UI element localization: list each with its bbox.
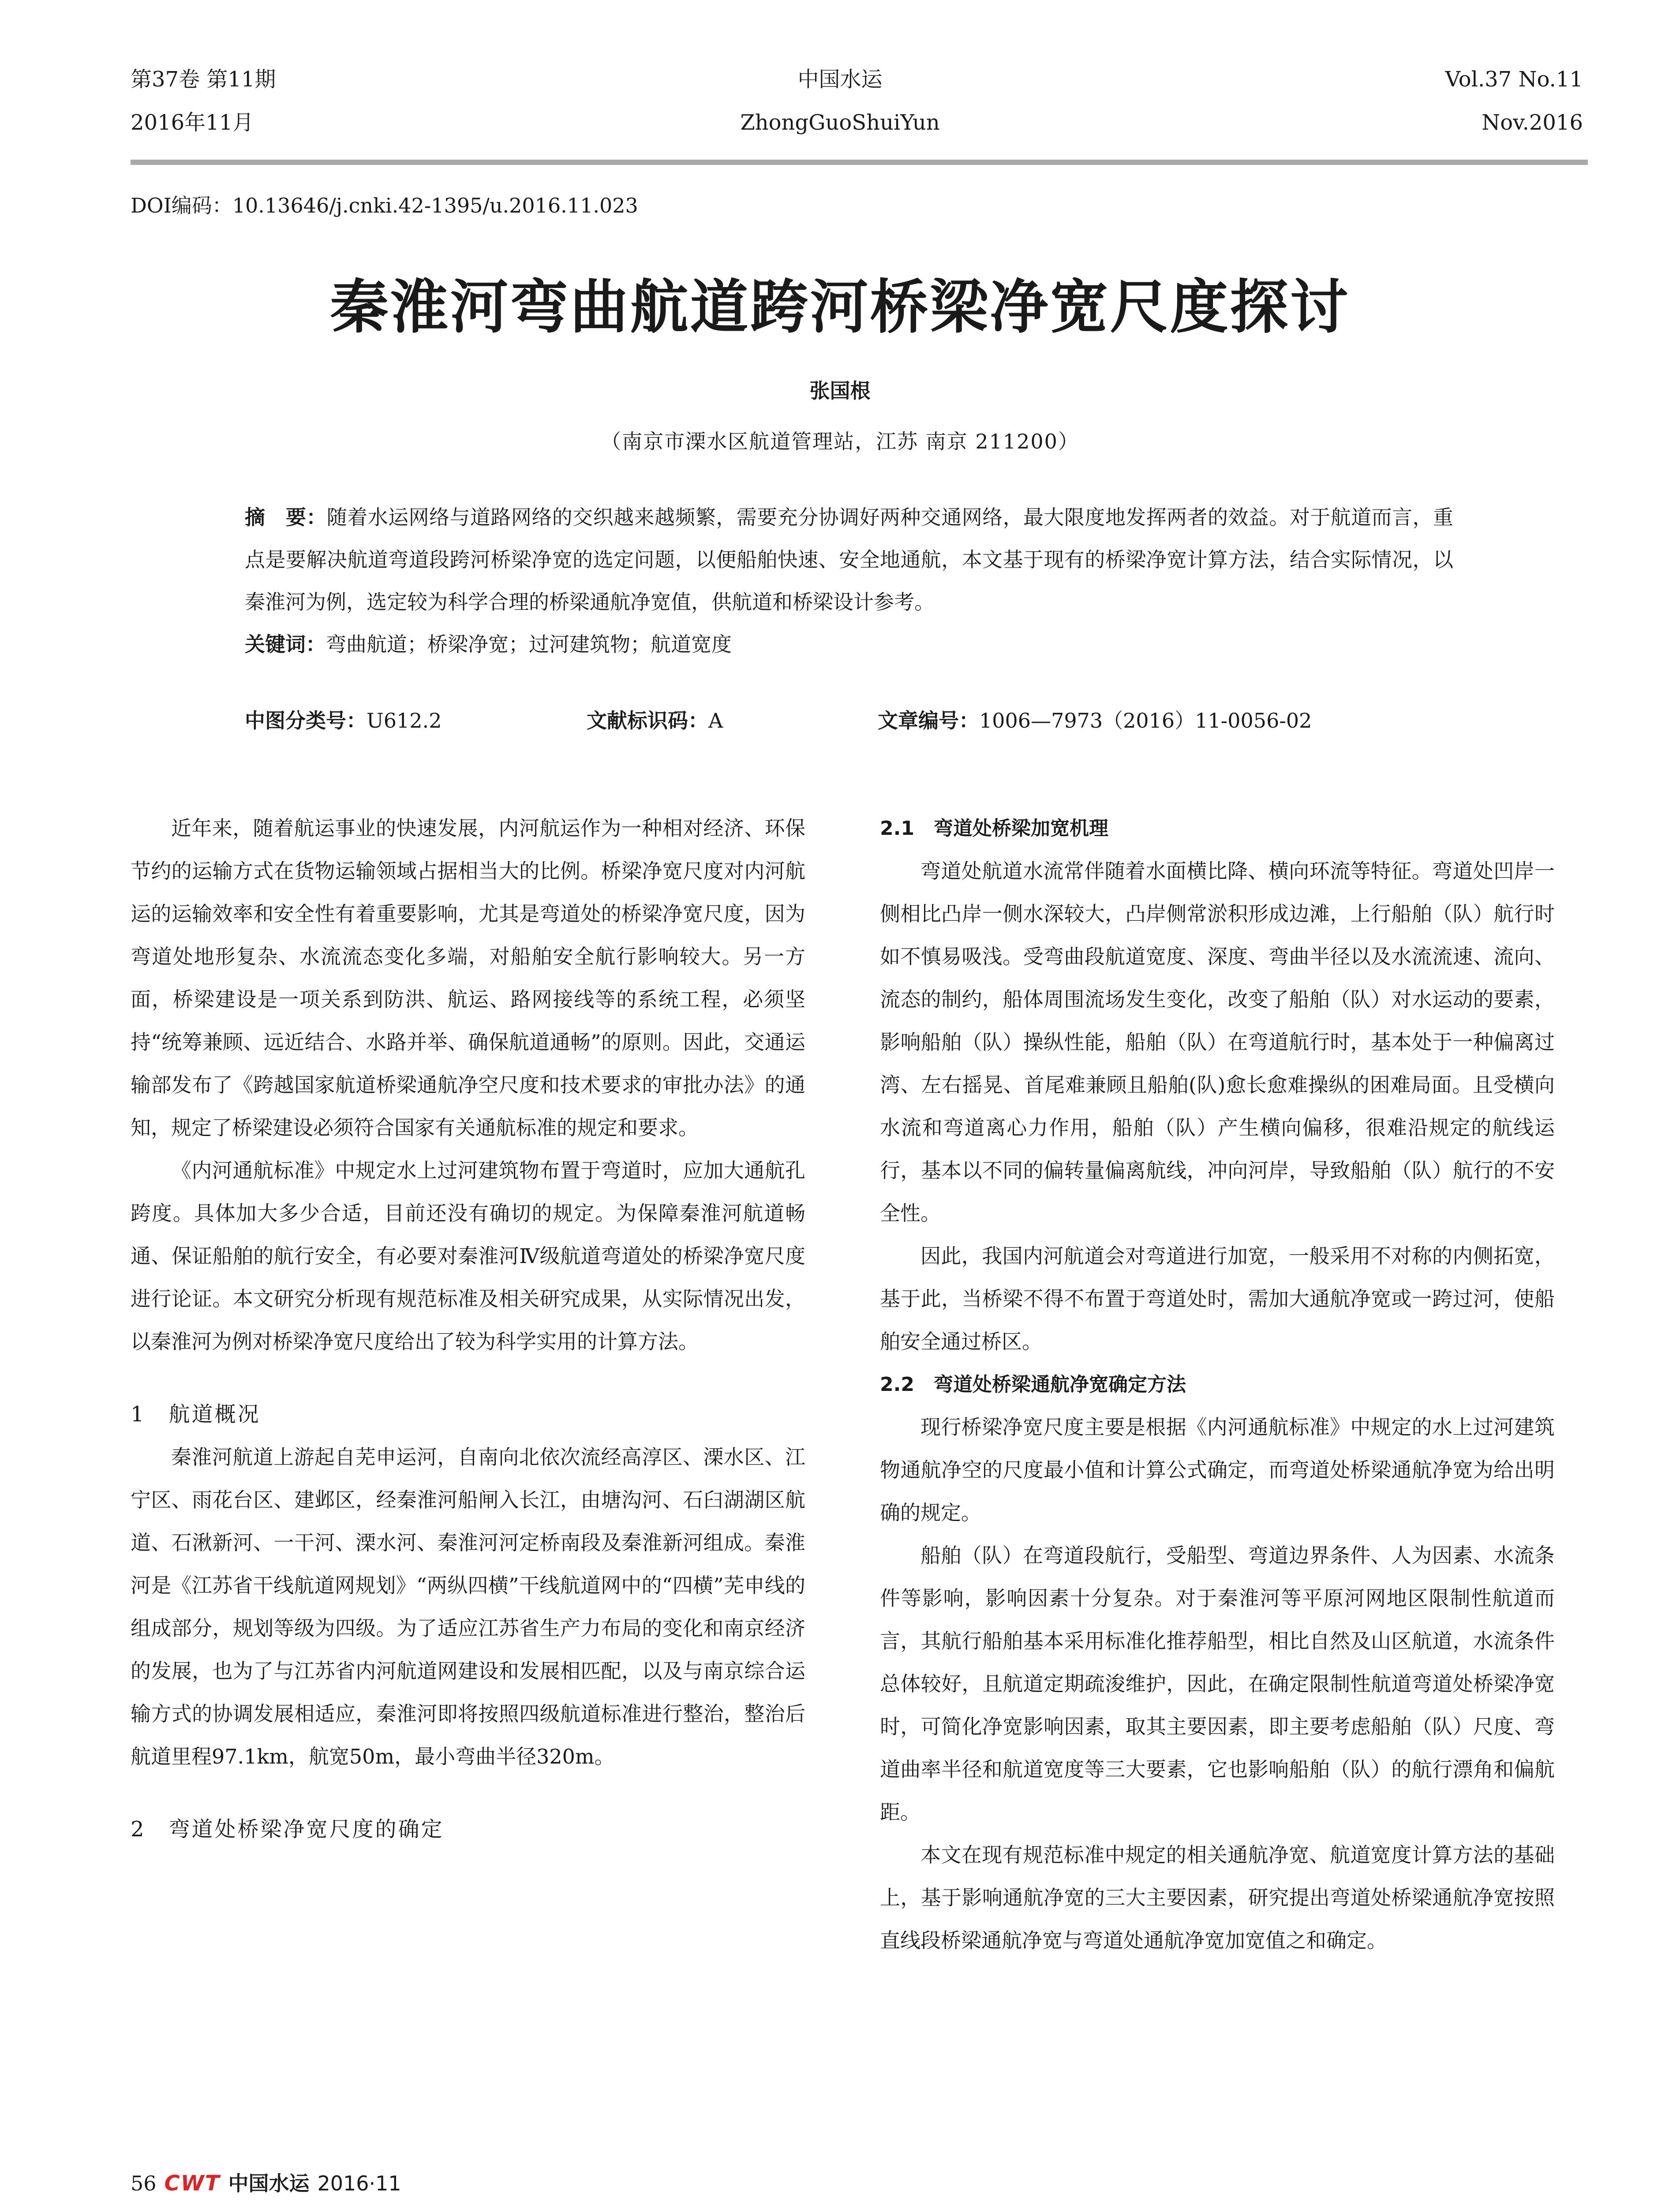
header-volume-issue: 第37卷 第11期 [131,67,276,92]
section-2-1-paragraph-2: 因此，我国内河航道会对弯道进行加宽，一般采用不对称的内侧拓宽，基于此，当桥梁不得不布置于弯道处时，需加大通航净宽或一跨过河，使船舶安全通过桥区。 [880,1244,1555,1353]
article-number [878,705,1312,734]
intro-paragraph-2: 《内河通航标准》中规定水上过河建筑物布置于弯道时，应加大通航孔跨度。具体加大多少合适，目前还没有确切的规定。为保障秦淮河航道畅通、保证船舶的航行安全，有必要对秦淮河Ⅳ级航道弯道处的桥梁净宽尺度进行论证。本文研究分析现有规范标准及相关研究成果，从实际情况出发，以秦淮河为例对桥梁净宽尺度给出了较为科学实用的计算方法。 [131,1159,805,1353]
footer-issue: 2016·11 [317,2171,401,2195]
abstract-label: 摘 要： [245,505,327,529]
abstract-block [245,496,1453,665]
left-column [131,807,805,1851]
header-date-en: Nov.2016 [1482,110,1583,135]
abstract-text: 随着水运网络与道路网络的交织越来越频繁，需要充分协调好两种交通网络，最大限度地发挥两者的效益。对于航道而言，重点是要解决航道弯道段跨河桥梁净宽的选定问题，以便船舶快速、安全地通航，本文基于现有的桥梁净宽计算方法，结合实际情况，以秦淮河为例，选定较为科学合理的桥梁通航净宽值，供航道和桥梁设计参考。 [245,505,1454,614]
keywords-text: 弯曲航道；桥梁净宽；过河建筑物；航道宽度 [326,632,732,656]
section-1-heading: 1 航道概况 [131,1402,261,1427]
page-number: 56 [131,2171,157,2195]
abstract [245,496,1453,623]
clc-value: U612.2 [367,709,442,733]
section-2-1-paragraph-1: 弯道处航道水流常伴随着水面横比降、横向环流等特征。弯道处凹岸一侧相比凸岸一侧水深较大，凸岸侧常淤积形成边滩，上行船舶（队）航行时如不慎易吸浅。受弯曲段航道宽度、深度、弯曲半径以及水流流速、流向、流态的制约，船体周围流场发生变化，改变了船舶（队）对水运动的要素，影响船舶（队）操纵性能，船舶（队）在弯道航行时，基本处于一种偏离过湾、左右摇晃、首尾难兼顾且船舶(队)愈长愈难操纵的困难局面。且受横向水流和弯道离心力作用，船舶（队）产生横向偏移，很难沿规定的航线运行，基本以不同的偏转量偏离航线，冲向河岸，导致船舶（队）航行的不安全性。 [880,859,1555,1225]
intro-paragraph-1: 近年来，随着航运事业的快速发展，内河航运作为一种相对经济、环保节约的运输方式在货物运输领域占据相当大的比例。桥梁净宽尺度对内河航运的运输效率和安全性有着重要影响，尤其是弯道处的桥梁净宽尺度，因为弯道处地形复杂、水流流态变化多端，对船舶安全航行影响较大。另一方面，桥梁建设是一项关系到防洪、航运、路网接线等的系统工程，必须坚持“统筹兼顾、远近结合、水路并举、确保航道通畅”的原则。因此，交通运输部发布了《跨越国家航道桥梁通航净空尺度和技术要求的审批办法》的通知，规定了桥梁建设必须符合国家有关通航标准的规定和要求。 [131,816,805,1140]
doc-value: A [708,709,723,733]
keywords [245,623,1453,665]
doi: DOI编码：10.13646/j.cnki.42-1395/u.2016.11.023 [131,194,638,217]
journal-logo: CWT [164,2171,221,2196]
section-2-2-paragraph-3: 本文在现有规范标准中规定的相关通航净宽、航道宽度计算方法的基础上，基于影响通航净宽的三大主要因素，研究提出弯道处桥梁通航净宽按照直线段桥梁通航净宽与弯道处通航净宽加宽值之和确定。 [880,1843,1555,1952]
footer-journal-name: 中国水运 [228,2171,310,2195]
article-title: 秦淮河弯曲航道跨河桥梁净宽尺度探讨 [330,273,1350,341]
header-journal-name: 中国水运 [797,67,883,92]
section-2-1-heading: 2.1 弯道处桥梁加宽机理 [880,817,1108,840]
affiliation: （南京市溧水区航道管理站，江苏 南京 211200） [601,430,1079,453]
clc-number [245,705,442,734]
header-journal-pinyin: ZhongGuoShuiYun [740,110,940,135]
article-label: 文章编号： [878,709,979,733]
clc-label: 中图分类号： [245,709,367,733]
doc-label: 文献标识码： [587,709,708,733]
right-column [880,807,1555,1962]
article-value: 1006—7973（2016）11-0056-02 [979,709,1312,733]
section-2-2-paragraph-2: 船舶（队）在弯道段航行，受船型、弯道边界条件、人为因素、水流条件等影响，影响因素十分复杂。对于秦淮河等平原河网地区限制性航道而言，其航行船舶基本采用标准化推荐船型，相比自然及山区航道，水流条件总体较好，且航道定期疏浚维护，因此，在确定限制性航道弯道处桥梁净宽时，可简化净宽影响因素，取其主要因素，即主要考虑船舶（队）尺度、弯道曲率半径和航道宽度等三大要素，它也影响船舶（队）的航行漂角和偏航距。 [880,1544,1555,1824]
section-2-heading: 2 弯道处桥梁净宽尺度的确定 [131,1817,444,1842]
keywords-label: 关键词： [245,632,326,656]
section-2-2-heading: 2.2 弯道处桥梁通航净宽确定方法 [880,1373,1186,1396]
page-footer [131,2168,401,2197]
author: 张国根 [809,379,871,403]
header-rule [131,160,1588,165]
document-code [587,705,723,734]
header-date: 2016年11月 [131,110,254,135]
section-2-2-paragraph-1: 现行桥梁净宽尺度主要是根据《内河通航标准》中规定的水上过河建筑物通航净空的尺度最小值和计算公式确定，而弯道处桥梁通航净宽为给出明确的规定。 [880,1415,1555,1525]
header-volume-issue-en: Vol.37 No.11 [1445,67,1583,92]
section-1-paragraph: 秦淮河航道上游起自芜申运河，自南向北依次流经高淳区、溧水区、江宁区、雨花台区、建邺区，经秦淮河船闸入长江，由塘沟河、石臼湖湖区航道、石湫新河、一干河、溧水河、秦淮河河定桥南段及秦淮新河组成。秦淮河是《江苏省干线航道网规划》“两纵四横”干线航道网中的“四横”芜申线的组成部分，规划等级为四级。为了适应江苏省生产力布局的变化和南京经济的发展，也为了与江苏省内河航道网建设和发展相匹配，以及与南京综合运输方式的协调发展相适应，秦淮河即将按照四级航道标准进行整治，整治后航道里程97.1km，航宽50m，最小弯曲半径320m。 [131,1445,805,1768]
